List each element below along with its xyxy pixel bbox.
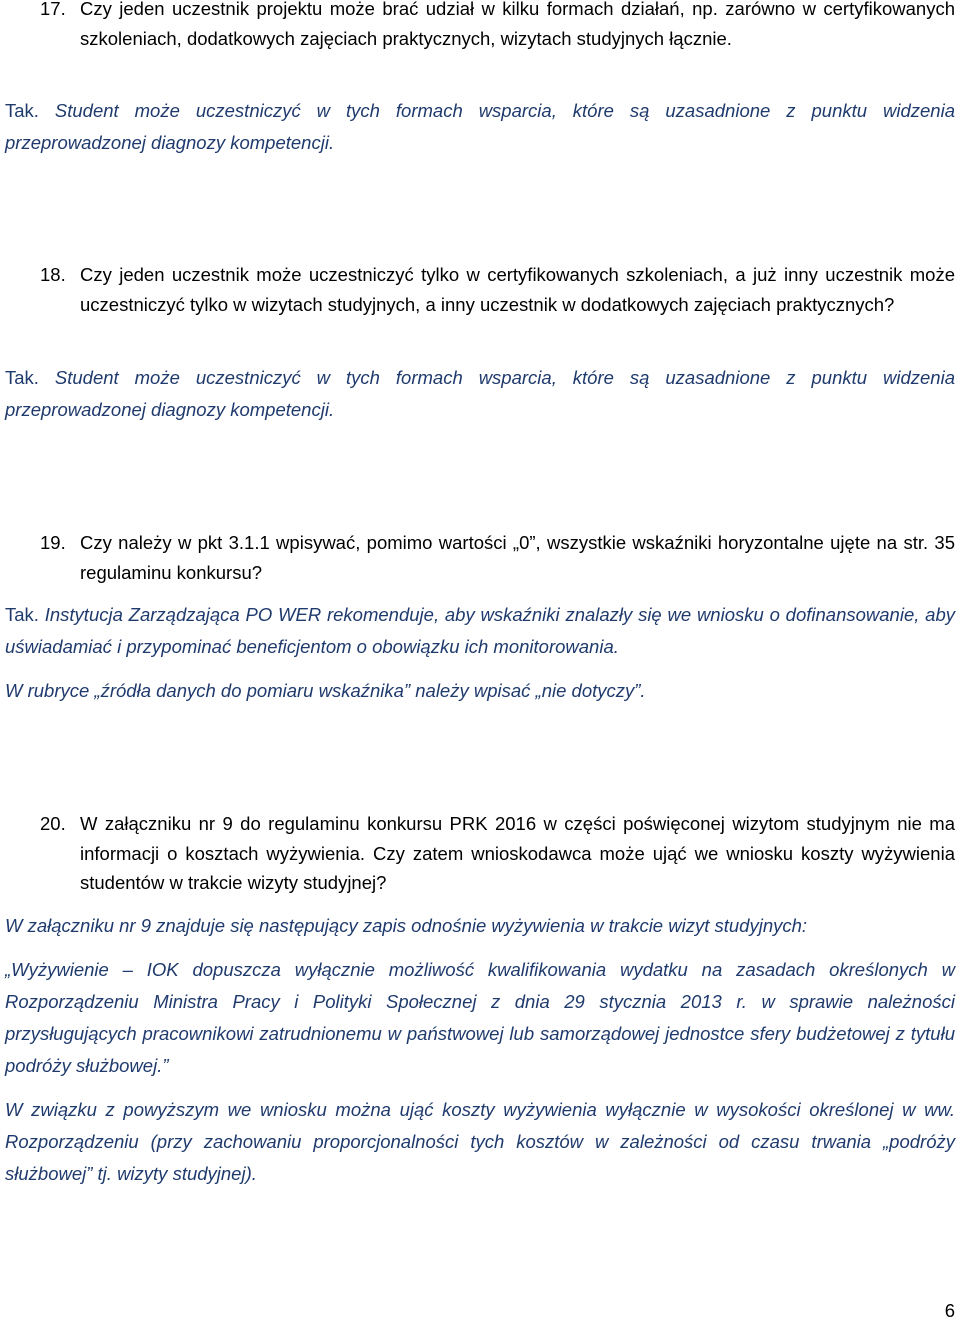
answer-20-intro: W załączniku nr 9 znajduje się następujący zapis odnośnie wyżywienia w trakcie wizyt studyjnych: [5,915,808,936]
answer-19-note: W rubryce „źródła danych do pomiaru wskaźnika” należy wpisać „nie dotyczy”. [5,680,646,701]
question-text: Czy jeden uczestnik może uczestniczyć tylko w certyfikowanych szkoleniach, a już inny uczestnik może uczestniczyć tylko w wizytach studyjnych, a inny uczestnik w dodatkowych zajęciach praktycznych? [80,264,955,315]
answer-lead: Tak. [5,367,39,388]
answer-lead: Tak. [5,100,39,121]
question-17 [40,0,955,53]
answer-18 [5,362,955,426]
question-text: W załączniku nr 9 do regulaminu konkursu PRK 2016 w części poświęconej wizytom studyjnym nie ma informacji o kosztach wyżywienia. Czy zatem wnioskodawca może ująć we wniosku koszty wyżywienia studentów w trakcie wizyty studyjnej? [80,813,955,893]
question-18 [40,260,955,319]
answer-20-conclusion: W związku z powyższym we wniosku można ująć koszty wyżywienia wyłącznie w wysokości określonej w ww. Rozporządzeniu (przy zachowaniu proporcjonalności tych kosztów w zależności od czasu trwania „podróży służbowej” tj. wizyty studyjnej). [5,1099,955,1184]
answer-17 [5,95,955,159]
answer-20-quote: „Wyżywienie – IOK dopuszcza wyłącznie możliwość kwalifikowania wydatku na zasadach określonych w Rozporządzeniu Ministra Pracy i Polityki Społecznej z dnia 29 stycznia 2013 r. w sprawie należności przysługujących pracownikowi zatrudnionemu w państwowej lub samorządowej jednostce sfery budżetowej z tytułu podróży służbowej.” [5,959,955,1076]
page-number: 6 [944,1300,955,1321]
question-20 [40,809,955,898]
answer-text: Student może uczestniczyć w tych formach wsparcia, które są uzasadnione z punktu widzenia przeprowadzonej diagnozy kompetencji. [5,100,955,153]
question-text: Czy należy w pkt 3.1.1 wpisywać, pomimo wartości „0”, wszystkie wskaźniki horyzontalne ujęte na str. 35 regulaminu konkursu? [80,532,955,583]
question-number: 18. [40,264,66,285]
question-number: 19. [40,532,66,553]
question-number: 17. [40,0,66,19]
answer-lead: Tak. [5,604,39,625]
question-number: 20. [40,813,66,834]
answer-text: Instytucja Zarządzająca PO WER rekomenduje, aby wskaźniki znalazły się we wniosku o dofinansowanie, aby uświadamiać i przypominać beneficjentom o obowiązku ich monitorowania. [5,604,955,657]
question-19 [40,528,955,587]
question-text: Czy jeden uczestnik projektu może brać udział w kilku formach działań, np. zarówno w certyfikowanych szkoleniach, dodatkowych zajęciach praktycznych, wizytach studyjnych łącznie. [80,0,955,49]
answer-text: Student może uczestniczyć w tych formach wsparcia, które są uzasadnione z punktu widzenia przeprowadzonej diagnozy kompetencji. [5,367,955,420]
answer-19 [5,599,955,663]
